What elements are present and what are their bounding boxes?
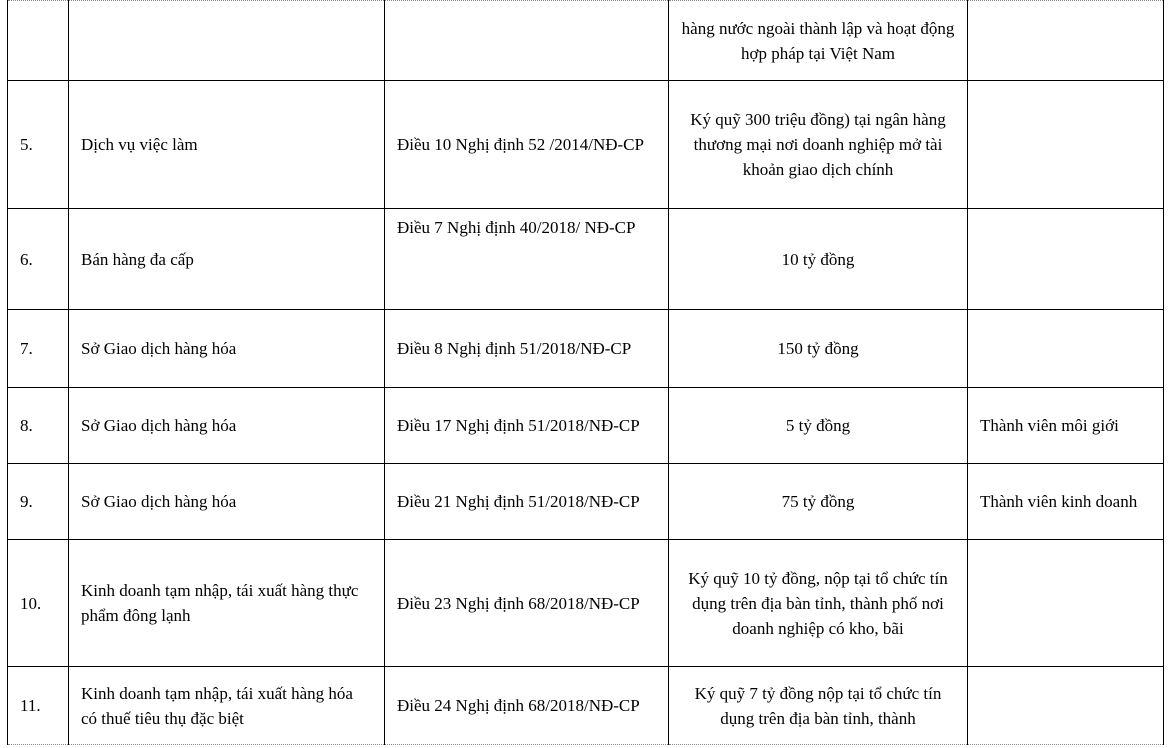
row-number: 6. xyxy=(8,209,69,310)
note xyxy=(968,667,1164,745)
table-row xyxy=(8,464,1164,540)
note xyxy=(968,540,1164,667)
note xyxy=(968,81,1164,209)
note: Thành viên môi giới xyxy=(968,388,1164,464)
legal-basis: Điều 10 Nghị định 52 /2014/NĐ-CP xyxy=(385,81,669,209)
row-number xyxy=(8,1,69,81)
row-number: 7. xyxy=(8,310,69,388)
legal-basis: Điều 24 Nghị định 68/2018/NĐ-CP xyxy=(385,667,669,745)
deposit-requirements-table xyxy=(7,0,1164,745)
deposit-amount: Ký quỹ 10 tỷ đồng, nộp tại tổ chức tín dụng trên địa bàn tỉnh, thành phố nơi doanh nghiệp có kho, bãi xyxy=(669,540,968,667)
service-name: Sở Giao dịch hàng hóa xyxy=(69,310,385,388)
deposit-amount: 10 tỷ đồng xyxy=(669,209,968,310)
table-row xyxy=(8,540,1164,667)
note xyxy=(968,209,1164,310)
table-row xyxy=(8,209,1164,310)
deposit-amount: Ký quỹ 300 triệu đồng) tại ngân hàng thương mại nơi doanh nghiệp mở tài khoản giao dịch chính xyxy=(669,81,968,209)
deposit-amount: 75 tỷ đồng xyxy=(669,464,968,540)
note: Thành viên kinh doanh xyxy=(968,464,1164,540)
service-name: Sở Giao dịch hàng hóa xyxy=(69,464,385,540)
legal-basis: Điều 8 Nghị định 51/2018/NĐ-CP xyxy=(385,310,669,388)
service-name: Bán hàng đa cấp xyxy=(69,209,385,310)
table-row xyxy=(8,1,1164,81)
service-name xyxy=(69,1,385,81)
table-row xyxy=(8,81,1164,209)
service-name: Kinh doanh tạm nhập, tái xuất hàng thực phẩm đông lạnh xyxy=(69,540,385,667)
table-row xyxy=(8,310,1164,388)
deposit-amount: 5 tỷ đồng xyxy=(669,388,968,464)
legal-basis: Điều 23 Nghị định 68/2018/NĐ-CP xyxy=(385,540,669,667)
note xyxy=(968,310,1164,388)
service-name: Dịch vụ việc làm xyxy=(69,81,385,209)
row-number: 10. xyxy=(8,540,69,667)
deposit-amount: 150 tỷ đồng xyxy=(669,310,968,388)
service-name: Sở Giao dịch hàng hóa xyxy=(69,388,385,464)
row-number: 9. xyxy=(8,464,69,540)
note xyxy=(968,1,1164,81)
legal-basis: Điều 7 Nghị định 40/2018/ NĐ-CP xyxy=(385,209,669,310)
table-row xyxy=(8,388,1164,464)
row-number: 11. xyxy=(8,667,69,745)
row-number: 5. xyxy=(8,81,69,209)
legal-basis: Điều 17 Nghị định 51/2018/NĐ-CP xyxy=(385,388,669,464)
service-name: Kinh doanh tạm nhập, tái xuất hàng hóa có thuế tiêu thụ đặc biệt xyxy=(69,667,385,745)
legal-basis: Điều 21 Nghị định 51/2018/NĐ-CP xyxy=(385,464,669,540)
deposit-amount: Ký quỹ 7 tỷ đồng nộp tại tổ chức tín dụng trên địa bàn tỉnh, thành xyxy=(669,667,968,745)
legal-basis xyxy=(385,1,669,81)
row-number: 8. xyxy=(8,388,69,464)
deposit-amount: hàng nước ngoài thành lập và hoạt động hợp pháp tại Việt Nam xyxy=(669,1,968,81)
table-row xyxy=(8,667,1164,745)
